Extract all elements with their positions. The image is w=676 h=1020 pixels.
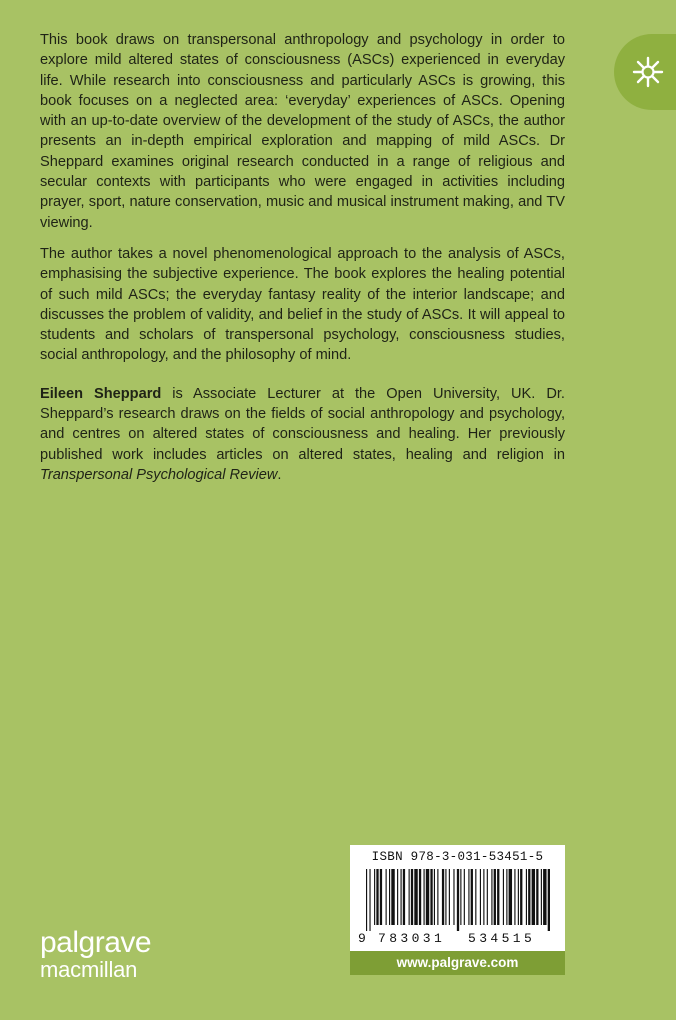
barcode-bar bbox=[468, 869, 469, 925]
barcode-bar bbox=[366, 869, 367, 931]
description-paragraph-2: The author takes a novel phenomenological approach to the analysis of ASCs, emphasising the subjective experience. The book explores the healing potential of such mild ASCs; the everyday fantasy reality of the interior landscape; and discusses the problem of validity, and belief in the study of ASCs. It will appeal to students and scholars of transpersonal psychology, consciousness studies, social anthropology, and the philosophy of mind. bbox=[40, 245, 565, 364]
barcode-digit-first: 9 bbox=[358, 931, 367, 946]
barcode-bar bbox=[376, 869, 378, 925]
publisher-logo bbox=[40, 928, 151, 982]
barcode-bar bbox=[471, 869, 473, 925]
barcode-bar bbox=[503, 869, 504, 925]
barcode-bar bbox=[391, 869, 394, 925]
barcode-bar bbox=[409, 869, 410, 925]
barcode-bar bbox=[514, 869, 515, 925]
barcode-digits-right: 534515 bbox=[468, 931, 536, 946]
journal-title: Transpersonal Psychological Review bbox=[40, 466, 278, 483]
publisher-name-line2: macmillan bbox=[40, 957, 138, 982]
barcode-bar bbox=[426, 869, 429, 925]
barcode-bar bbox=[506, 869, 507, 925]
barcode-bar bbox=[528, 869, 530, 925]
barcode-bar bbox=[526, 869, 527, 925]
barcode-bar bbox=[389, 869, 390, 925]
barcode-digits-left: 783031 bbox=[378, 931, 446, 946]
barcode-bar bbox=[532, 869, 535, 925]
palgrave-logo-badge bbox=[614, 34, 676, 110]
barcode-bar bbox=[380, 869, 382, 925]
author-bio-end: . bbox=[277, 466, 282, 483]
barcode-bar bbox=[414, 869, 417, 925]
barcode-bar bbox=[403, 869, 405, 925]
barcode-bar bbox=[464, 869, 465, 925]
barcode-bar bbox=[457, 869, 459, 931]
publisher-name-line1: palgrave bbox=[40, 926, 152, 959]
barcode-bar bbox=[445, 869, 446, 925]
barcode-bar bbox=[536, 869, 538, 925]
barcode-bar bbox=[434, 869, 435, 925]
barcode-bar bbox=[483, 869, 484, 925]
barcode-bar bbox=[518, 869, 519, 925]
barcode-bar bbox=[437, 869, 438, 925]
barcode-bar bbox=[491, 869, 492, 925]
isbn-label: ISBN 978-3-031-53451-5 bbox=[371, 850, 544, 864]
back-cover-text bbox=[40, 30, 565, 496]
barcode-bar bbox=[424, 869, 425, 925]
author-bio-text: is Associate Lecturer at the Open University, UK. Dr. Sheppard’s research draws on the fields of social anthropology and psychology, and centres on altered states of consciousness and healing. Her previously published work includes articles on altered states, healing and religion in bbox=[40, 385, 565, 463]
barcode-bar bbox=[430, 869, 432, 925]
author-bio bbox=[40, 384, 565, 485]
barcode-bar bbox=[543, 869, 546, 925]
barcode-bar bbox=[449, 869, 450, 925]
barcode-bar bbox=[442, 869, 444, 925]
barcode-bar bbox=[520, 869, 522, 925]
barcode-bar bbox=[497, 869, 499, 925]
barcode-bar bbox=[548, 869, 550, 931]
barcode-bar bbox=[460, 869, 461, 925]
barcode-bar bbox=[419, 869, 421, 925]
barcode-bar bbox=[453, 869, 454, 925]
palgrave-star-icon bbox=[631, 55, 665, 89]
barcode-bar bbox=[475, 869, 476, 925]
barcode-bar bbox=[411, 869, 413, 925]
barcode-bar bbox=[487, 869, 488, 925]
barcode-bar bbox=[480, 869, 481, 925]
publisher-website: www.palgrave.com bbox=[350, 951, 565, 975]
isbn-barcode bbox=[350, 845, 565, 951]
barcode-bar bbox=[494, 869, 496, 925]
description-paragraph-1: This book draws on transpersonal anthropology and psychology in order to explore mild altered states of consciousness (ASCs) experienced in everyday life. While research into consciousness and particularly ASCs is growing, this book focuses on a neglected area: ‘everyday’ experiences of ASCs. Opening with an up-to-date overview of the development of the study of ASCs, the author presents an in-depth empirical exploration and mapping of mild ASCs. Dr Sheppard examines original research conducted in a range of religious and secular contexts with participants who were engaged in activities including prayer, sport, nature conservation, music and musical instrument making, and TV viewing. bbox=[40, 32, 565, 231]
barcode-bar bbox=[374, 869, 375, 925]
barcode-bar bbox=[509, 869, 512, 925]
barcode-bars bbox=[364, 869, 554, 931]
barcode-bar bbox=[386, 869, 387, 925]
barcode-bar bbox=[401, 869, 402, 925]
author-name: Eileen Sheppard bbox=[40, 385, 162, 402]
barcode-bar bbox=[369, 869, 370, 931]
barcode-digits bbox=[358, 931, 560, 946]
barcode-bar bbox=[397, 869, 398, 925]
barcode-bar bbox=[541, 869, 542, 925]
